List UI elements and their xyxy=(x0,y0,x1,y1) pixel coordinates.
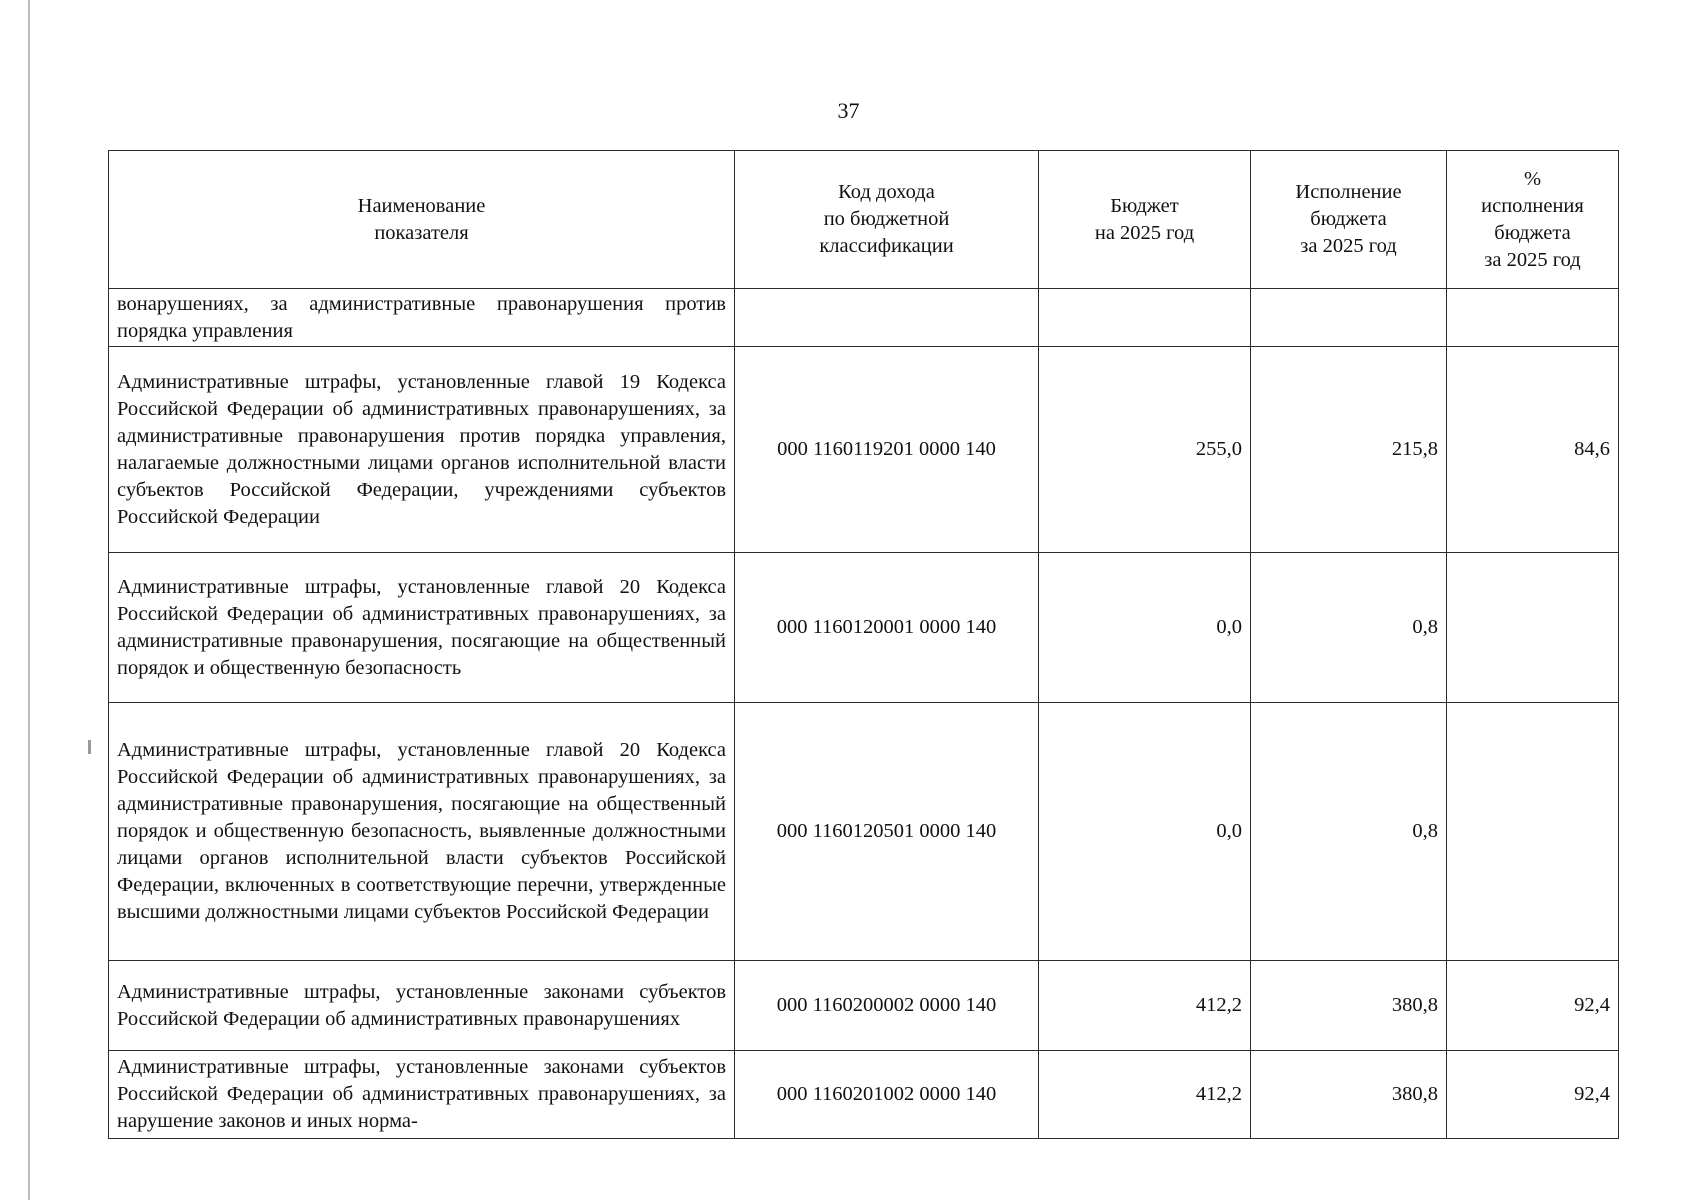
row-execution-value: 0,8 xyxy=(1251,703,1447,961)
table-row xyxy=(109,289,1619,347)
row-income-code xyxy=(735,289,1039,347)
header-income-code: Код дохода по бюджетной классификации xyxy=(735,151,1039,289)
row-budget-value: 0,0 xyxy=(1039,703,1251,961)
page-number: 37 xyxy=(837,98,860,123)
row-budget-value: 0,0 xyxy=(1039,553,1251,703)
row-indicator-name: Административные штрафы, установленные главой 20 Кодекса Российской Федерации об административных правонарушениях, за административные правонарушения, посягающие на общественный порядок и общественную безопасность, выявленные должностными лицами органов исполнительной власти субъектов Российской Федерации, включенных в соответствующие перечни, утвержденные высшими должностными лицами субъектов Российской Федерации xyxy=(109,703,735,961)
row-execution-value: 215,8 xyxy=(1251,347,1447,553)
row-indicator-name: Административные штрафы, установленные законами субъектов Российской Федерации об административных правонарушениях, за нарушение законов и иных норма- xyxy=(109,1051,735,1139)
header-execution-2025: Исполнение бюджета за 2025 год xyxy=(1251,151,1447,289)
table-row xyxy=(109,703,1619,961)
row-execution-value xyxy=(1251,289,1447,347)
row-income-code: 000 1160201002 0000 140 xyxy=(735,1051,1039,1139)
row-budget-value: 255,0 xyxy=(1039,347,1251,553)
row-indicator-name: Административные штрафы, установленные законами субъектов Российской Федерации об административных правонарушениях xyxy=(109,961,735,1051)
scan-artifact-mark xyxy=(88,740,91,754)
table-row xyxy=(109,553,1619,703)
row-percent-value: 84,6 xyxy=(1447,347,1619,553)
row-percent-value: 92,4 xyxy=(1447,961,1619,1051)
row-execution-value: 0,8 xyxy=(1251,553,1447,703)
row-budget-value xyxy=(1039,289,1251,347)
table-row xyxy=(109,961,1619,1051)
table-row xyxy=(109,1051,1619,1139)
row-percent-value xyxy=(1447,703,1619,961)
row-execution-value: 380,8 xyxy=(1251,961,1447,1051)
budget-execution-table xyxy=(108,150,1619,1139)
table-header-row xyxy=(109,151,1619,289)
header-budget-2025: Бюджет на 2025 год xyxy=(1039,151,1251,289)
row-percent-value: 92,4 xyxy=(1447,1051,1619,1139)
row-indicator-name: вонарушениях, за административные правонарушения против порядка управления xyxy=(109,289,735,347)
row-income-code: 000 1160120501 0000 140 xyxy=(735,703,1039,961)
table-row xyxy=(109,347,1619,553)
row-indicator-name: Административные штрафы, установленные главой 20 Кодекса Российской Федерации об административных правонарушениях, за административные правонарушения, посягающие на общественный порядок и общественную безопасность xyxy=(109,553,735,703)
row-income-code: 000 1160200002 0000 140 xyxy=(735,961,1039,1051)
row-income-code: 000 1160120001 0000 140 xyxy=(735,553,1039,703)
header-execution-percent: % исполнения бюджета за 2025 год xyxy=(1447,151,1619,289)
row-budget-value: 412,2 xyxy=(1039,961,1251,1051)
row-income-code: 000 1160119201 0000 140 xyxy=(735,347,1039,553)
scan-page-edge xyxy=(28,0,30,1200)
row-percent-value xyxy=(1447,553,1619,703)
row-budget-value: 412,2 xyxy=(1039,1051,1251,1139)
row-percent-value xyxy=(1447,289,1619,347)
header-indicator-name: Наименование показателя xyxy=(109,151,735,289)
row-indicator-name: Административные штрафы, установленные главой 19 Кодекса Российской Федерации об административных правонарушениях, за административные правонарушения против порядка управления, налагаемые должностными лицами органов исполнительной власти субъектов Российской Федерации, учреждениями субъектов Российской Федерации xyxy=(109,347,735,553)
row-execution-value: 380,8 xyxy=(1251,1051,1447,1139)
